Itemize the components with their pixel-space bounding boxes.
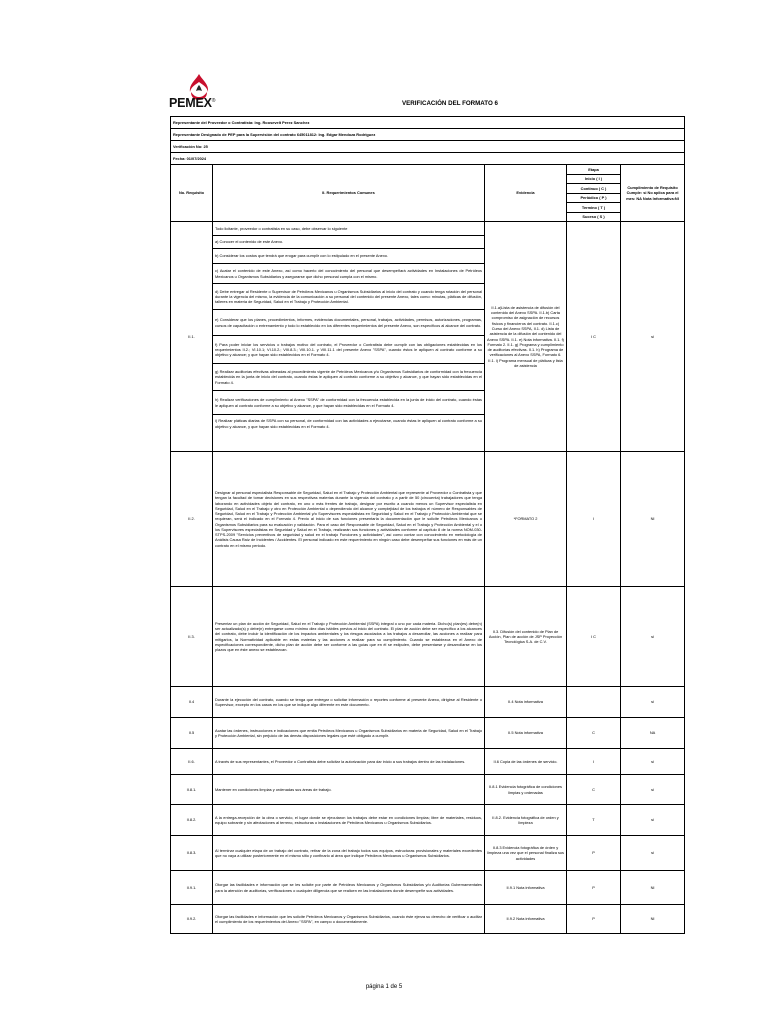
- subitem: d) Debe entregar al Residente o Supervisor de Petróleos Mexicanos u Organismos Subsidiarios al inicio del contrato y cuando tenga rotación del personal durante la vigencia del mismo, la evidencia de la comunicación a su personal del contenido del presente Anexo, tales como: minutas, pláticas de difusión, talleres en materia de Seguridad, Salud en el Trabajo y Protección Ambiental.: [213, 284, 484, 310]
- requisito-text: A la entrega-recepción de la obra o servicio, el lugar donde se ejecutaron los trabajos debe estar en condiciones limpias; libre de materiales, residuos, equipo sobrante y sin afectaciones al terreno, estructuras o instalaciones de Petróleos Mexicanos u Organismos Subsidiarios.: [213, 805, 485, 836]
- requisito-no: II.4: [171, 687, 213, 718]
- cumplimiento: NA: [621, 718, 685, 749]
- cumplimiento: NI: [621, 905, 685, 934]
- etapa: I C: [567, 222, 621, 452]
- col-header-no: No. Requisito: [171, 165, 213, 222]
- evidencia: *FORMATO 2: [485, 452, 567, 587]
- requisito-subitems: [213, 222, 485, 452]
- cumplimiento: si: [621, 222, 685, 452]
- etapa-inicio: Inicio ( I ): [567, 174, 621, 184]
- verification-table: [170, 116, 685, 934]
- col-header-evidencia: Evidencia: [485, 165, 567, 222]
- cumplimiento: NI: [621, 871, 685, 905]
- etapa-suceso: Suceso ( S ): [567, 212, 621, 222]
- requisito-no: II.8.3.: [171, 836, 213, 871]
- evidencia: II.9.2 Nota informativa: [485, 905, 567, 934]
- fecha: Fecha: 01/07/2024: [171, 153, 685, 165]
- etapa: I: [567, 749, 621, 775]
- etapa-periodico: Periódico ( P ): [567, 193, 621, 203]
- requisito-text: Durante la ejecución del contrato, cuando se tenga que entregar o solicitar información o reportes conforme al presente Anexo, dirigirse al Residente o Supervisor, excepto en los casos en los que se indique algo diferente en este documento.: [213, 687, 485, 718]
- page-title: VERIFICACIÓN DEL FORMATO 6: [402, 100, 498, 107]
- cumplimiento: NI: [621, 452, 685, 587]
- table-row: [171, 871, 685, 905]
- table-row: [171, 836, 685, 871]
- requisito-text: Al terminar cualquier etapa de un trabajo del contrato, retirar de la zona del trabajo todos sus equipos, estructuras provisionales y materiales excedentes que no vaya a utilizar posteriormente en el mismo sitio y confinarlo al área que indique Petróleos Mexicanos u Organismos Subsidiarios.: [213, 836, 485, 871]
- etapa: P: [567, 871, 621, 905]
- etapa-continuo: Continuo ( C ): [567, 184, 621, 194]
- requisito-text: Otorgar las facilidades e información que se les solicite por parte de Petróleos Mexicanos y Organismos Subsidiarios y/o Auditorías Gubernamentales para la atención de auditorías, verificaciones o cualquier diligencia que se realicen en las instalaciones donde desempeñe sus actividades.: [213, 871, 485, 905]
- cumplimiento: si: [621, 687, 685, 718]
- table-row: [171, 452, 685, 587]
- evidencia: II.6 Copia de las órdenes de servicio.: [485, 749, 567, 775]
- evidencia: II.9.1 Nota informativa: [485, 871, 567, 905]
- col-header-etapa: Etapa: [567, 165, 621, 175]
- pemex-wordmark: PEMEX®: [169, 96, 216, 110]
- cumplimiento: si: [621, 749, 685, 775]
- cumplimiento: si: [621, 836, 685, 871]
- requisito-text: Acatar las órdenes, instrucciones e indicaciones que emita Petróleos Mexicanos u Organismos Subsidiarios en materia de Seguridad, Salud en el Trabajo y Protección Ambiental, sin perjuicio de las demás disposiciones legales que esté obligado a cumplir.: [213, 718, 485, 749]
- table-row: [171, 905, 685, 934]
- evidencia: II.4 Nota informativa: [485, 687, 567, 718]
- representante-pep: Representante Designado de PEP para la Supervisión del contrato 645011812: Ing. Edgar Mendoza Rodriguez: [171, 129, 685, 141]
- etapa: P: [567, 836, 621, 871]
- requisito-text: Mantener en condiciones limpias y ordenadas sus áreas de trabajo.: [213, 775, 485, 805]
- cumplimiento: si: [621, 587, 685, 687]
- col-header-requisitos: II. Requerimientos Comunes: [213, 165, 485, 222]
- evidencia: II.8.1 Evidencia fotográfica de condiciones limpias y ordenadas: [485, 775, 567, 805]
- etapa: P: [567, 905, 621, 934]
- evidencia: II.8.3 Evidencia fotográfica de órden y limpieza una vez que el personal finaliza sus actividades: [485, 836, 567, 871]
- subitem: c) Acatar el contenido de este Anexo, así como hacerlo del conocimiento del personal que desempeñará actividades en Instalaciones de Petróleos Mexicanos u Organismos Subsidiarios y asegurarse que dicho personal cumpla con el mismo.: [213, 264, 484, 284]
- requisito-text: Otorgar las facilidades e información que les solicite Petróleos Mexicanos y Organismos Subsidiarios, cuando éste ejerza su derecho de verificar o auditar el cumplimiento de los requerimientos del Anexo "SSPA", en campo o documentalmente.: [213, 905, 485, 934]
- requisito-no: II.1.: [171, 222, 213, 452]
- cumplimiento: si: [621, 805, 685, 836]
- requisito-no: II.2.: [171, 452, 213, 587]
- table-row: [171, 222, 685, 452]
- subitem: h) Realizar verificaciones de cumplimiento al Anexo "SSPA" de conformidad con la frecuencia establecida en la junta de inicio del contrato, cuando éstas le apliquen al contrato conforme a su objetivo y alcance, y que hayan sido establecidas en el Formato 4.: [213, 391, 484, 415]
- subitem: e) Considerar que los planes, procedimientos, informes, evidencias documentales, personal, trabajos, actividades, permisos, autorizaciones, programas, cursos de capacitación o entrenamiento y todo lo establecido en los diferentes requerimientos del presente Anexo, son específicos al alcance del contrato.: [213, 310, 484, 336]
- evidencia: II.5 Nota informativa: [485, 718, 567, 749]
- col-header-cumplimiento: Cumplimiento de Requisito Cumple: si No aplica para el mes: NA Nota Informativa:NI: [621, 165, 685, 222]
- etapa: [567, 687, 621, 718]
- requisito-no: II.6.: [171, 749, 213, 775]
- etapa: I: [567, 452, 621, 587]
- etapa-termino: Termino ( T ): [567, 203, 621, 213]
- table-row: [171, 718, 685, 749]
- requisito-no: II.8.1.: [171, 775, 213, 805]
- table-row: [171, 587, 685, 687]
- evidencia: II.8.2. Evidencia fotográfica de orden y limpieza: [485, 805, 567, 836]
- cumplimiento: si: [621, 775, 685, 805]
- requisito-text: A través de sus representantes, el Proveedor o Contratista debe solicitar la autorización para dar inicio a sus trabajos dentro de las instalaciones.: [213, 749, 485, 775]
- requisito-no: II.3.: [171, 587, 213, 687]
- requisito-no: II.5: [171, 718, 213, 749]
- requisito-no: II.8.2.: [171, 805, 213, 836]
- etapa: C: [567, 718, 621, 749]
- table-row: [171, 749, 685, 775]
- subitem: f) Para poder iniciar los servicios o trabajos motivo del contrato, el Proveedor o Contratista debe cumplir con las obligaciones establecidas en los requerimientos II.2.; VI.10.1; VI.10.2.; VIII.8.3.; VIII.10.1. y VIII.11.1 del presente Anexo "SSPA", cuando éstos le apliquen al contrato conforme a su objetivo y alcance; y que hayan sido establecidos en el Formato 4.: [213, 336, 484, 364]
- table-row: [171, 775, 685, 805]
- subitem: a) Conocer el contenido de este Anexo.: [213, 236, 484, 249]
- page-number: página 1 de 5: [365, 984, 403, 990]
- subitem: Todo licitante, proveedor o contratista en su caso, debe observar lo siguiente: [213, 222, 484, 236]
- evidencia: II.1.a)Lista de asistencia de difusión del contenido del Anexo SSPA. II.1.b) Carta compromiso de asignación de recursos físicos y financieros del contrato. II.1.c) Curso del Anexo SSPA, II.1. d) Lista de asistencia de la difusión del contenido del Anexo SSPA. II.1. e) Nota informativa. II.1. f) Formato 2. II.1. g) Programa y cumplimiento de auditorías efectivas. II.1. h) Programa de verificaciones al Anexo SSPA, Formato 6. II.1. i) Programa mensual de pláticas y lista de asistencia: [485, 222, 567, 452]
- verificacion-number: Verificación No: 25: [171, 141, 685, 153]
- evidencia: II.3. Difusión del contenido de Plan de Acción, Plan de acción de JSP Proyección Tecnológica S.A. de C.V.: [485, 587, 567, 687]
- etapa: T: [567, 805, 621, 836]
- etapa: C: [567, 775, 621, 805]
- table-row: [171, 805, 685, 836]
- requisito-no: II.9.2.: [171, 905, 213, 934]
- requisito-text: Designar al personal especialista Responsable de Seguridad, Salud en el Trabajo y Protección Ambiental que represente al Proveedor o Contratista y que tengan la facultad de tomar decisiones en sus respectivas materias durante la vigencia del contrato y a partir de 50 (cincuenta) trabajadores que tenga laborando en actividades objeto del contrato, en uno o más frentes de trabajo, designar por escrito a cuando menos un Supervisor especialista en Seguridad, Salud en el Trabajo y otro en Protección Ambiental o dependiendo del alcance y complejidad de los trabajos el número de Responsables de Seguridad, Salud en el Trabajo y Protección Ambiental y/o Supervisores especialistas en Seguridad y Salud en el Trabajo y Protección Ambiental que se requieran, será el indicado en el Formato 4. Previo al inicio de sus funciones presentarla la documentación que le solicite Petróleos Mexicanos u Organismos Subsidiarios para su evaluación y validación. Para el caso del Responsable de Seguridad, Salud en el Trabajo y Protección Ambiental y el o los Supervisores especialistas en Seguridad y Salud en el Trabajo, realizarán sus funciones y actividades conforme al capítulo 8 de la norma NOM-030-STPS-2009 "Servicios preventivos de seguridad y salud en el trabajo Funciones y actividades", así como contar con conocimiento en metodología de Análisis Causa Raíz de Incidentes / Accidentes. El personal indicado en este requerimiento en ningún caso debe desempeñar sus funciones en más de un contrato en el mismo periodo.: [213, 452, 485, 587]
- subitem: g) Realizar auditorías efectivas alineadas al procedimiento vigente de Petróleos Mexicanos y/u Organismos Subsidiarios de conformidad con la frecuencia establecida en la junta de inicio del contrato, cuando éstas le apliquen al contrato conforme a su objetivo y alcance, y que hayan sido establecidas en el Formato 4.: [213, 364, 484, 391]
- subitem: i) Realizar pláticas diarias de SSPA con su personal, de conformidad con las actividades a ejecutarse, cuando éstas le apliquen al contrato conforme a su objetivo y alcance, y que hayan sido establecidas en el Formato 4.: [215, 418, 482, 429]
- table-row: [171, 687, 685, 718]
- subitem: b) Considerar los costos que tendrá que erogar para cumplir con lo estipulado en el presente Anexo.: [213, 249, 484, 264]
- requisito-text: Presentar un plan de acción de Seguridad, Salud en el Trabajo y Protección Ambiental (SSPA) integral o uno por cada materia. Dicho(s) plan(es) debe(n) ser actualizado(s) y debe(n) entregarse como mínimo diez días hábiles previos al inicio del contrato. El plan de acción debe ser específico a los alcances del contrato, debe incluir la identificación de los impactos ambientales y los riesgos asociados a los trabajos a desarrollar, las acciones a realizar para mitigarlos, la Normatividad aplicable en estas materias y las acciones a realizar para su cumplimiento. Cuando se establezca en el Anexo de especificaciones correspondiente, dicho plan de acción debe ser conforme a las guías que en él se estipulen, debe presentarse y desarrollarse en los plazos que en éste anexo se establezcan.: [213, 587, 485, 687]
- requisito-no: II.9.1.: [171, 871, 213, 905]
- etapa: I C: [567, 587, 621, 687]
- representante-proveedor: Representante del Proveedor o Contratista: Ing. Roosevelt Perez Sanchez: [171, 117, 685, 129]
